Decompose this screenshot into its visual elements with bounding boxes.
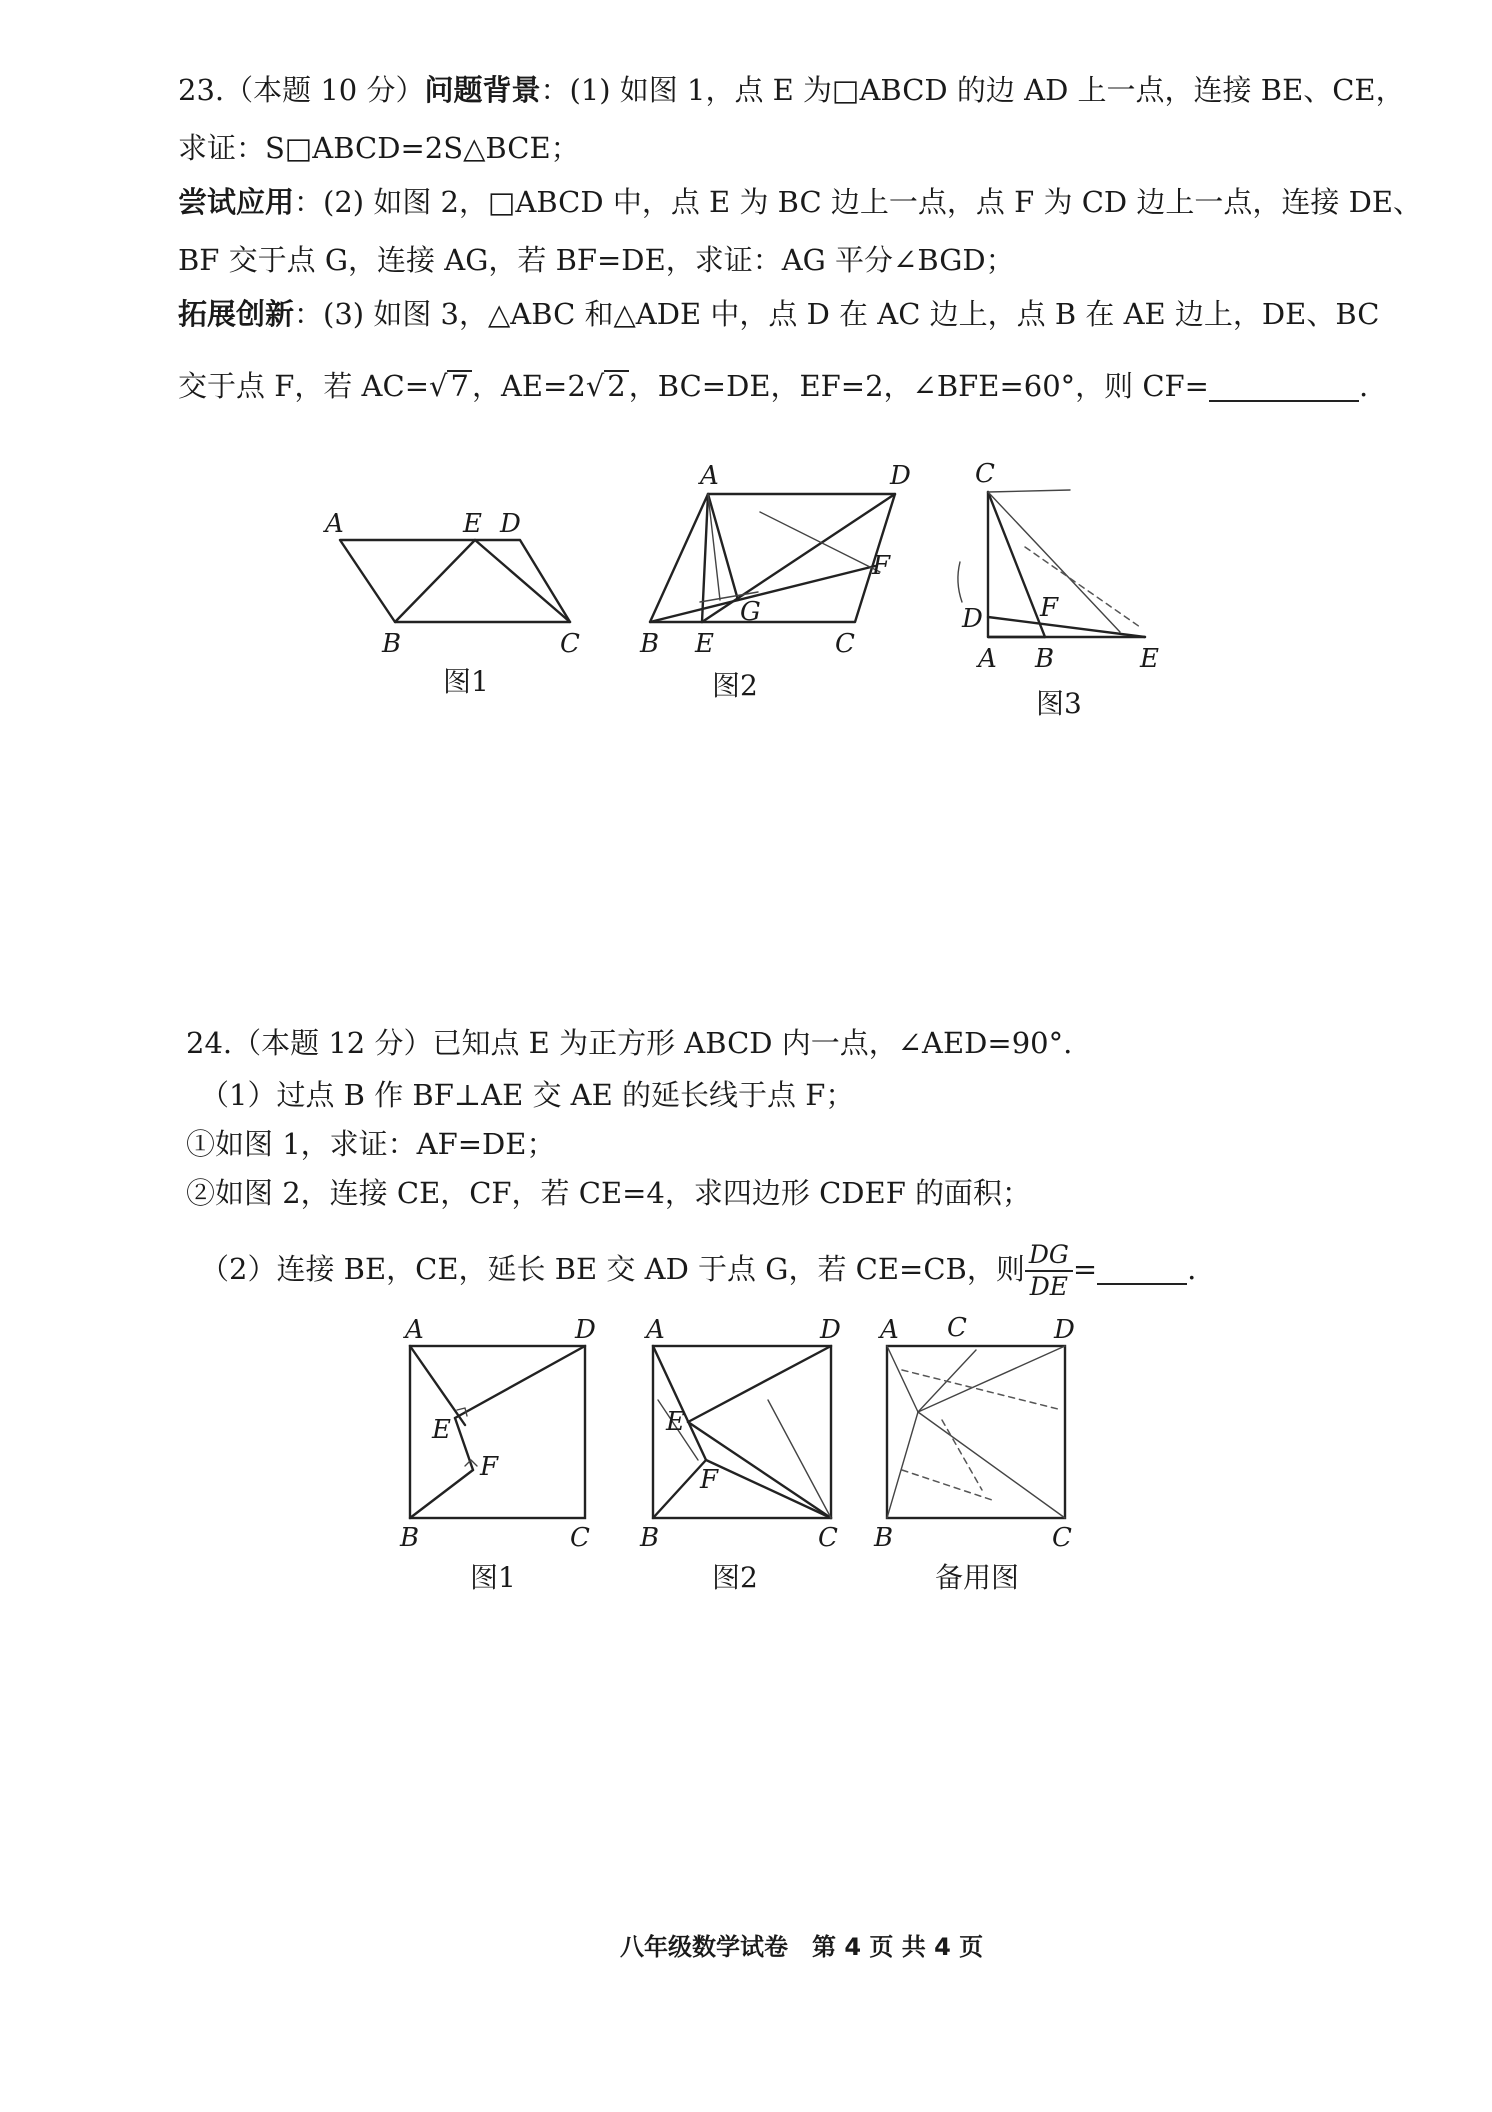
q24-f1-label-a: A [405,1315,424,1345]
q23-f1-label-b: B [382,629,402,659]
q23-background-label: 问题背景 [424,73,541,107]
q24-line-5: （2）连接 BE，CE，延长 BE 交 AD 于点 G，若 CE=CB，则 $\frac{DG}{DE}$ = . [200,1240,1197,1301]
q23-answer-blank [1209,370,1359,402]
q24-line-3: ①如图 1，求证：AF=DE； [186,1127,556,1161]
q23-f3-label-c: C [975,459,995,489]
q23-l6-end: . [1358,369,1369,403]
q23-f3-label-b: B [1035,644,1055,674]
q24-f3-label-d: D [1054,1315,1075,1345]
q23-line-3 [178,182,1422,222]
q23-figure-3 [940,452,1170,682]
q23-part1-text: ：(1) 如图 1，点 E 为□ABCD 的边 AD 上一点，连接 BE、CE， [540,73,1405,107]
q24-frac-den: DE [1029,1272,1068,1301]
q23-part3-text: ：(3) 如图 3，△ABC 和△ADE 中，点 D 在 AC 边上，点 B 在 AE 边上，DE、BC [294,297,1380,331]
q23-figure-1 [320,500,590,670]
q24-f3-label-b: B [874,1523,894,1553]
q23-line-6: 交于点 F，若 AC=√ 7 ，AE=2√ 2 ，BC=DE，EF=2，∠BFE=60°，则 CF= . [178,369,1369,403]
q23-line-2: 求证：S□ABCD=2S△BCE； [178,131,580,165]
q23-l6-b: ，AE=2 [471,369,586,403]
q24-line-1: 24.（本题 12 分）已知点 E 为正方形 ABCD 内一点，∠AED=90°. [186,1026,1073,1060]
q23-f2-label-b: B [640,629,660,659]
q23-f2-label-e: E [695,629,714,659]
q23-f1-label-a: A [325,509,344,539]
q23-line-5 [178,294,1379,334]
q23-sqrt-2: 2 [604,370,628,400]
q24-frac-num: DG [1025,1240,1073,1272]
q23-f3-label-a: A [978,644,997,674]
q24-l5-end: . [1187,1252,1197,1286]
q24-f2-label-e: E [666,1407,685,1437]
page-footer: 八年级数学试卷 第 4 页 共 4 页 [620,1933,984,1961]
q24-f2-label-f: F [700,1465,719,1495]
q23-try-label: 尝试应用 [178,185,295,219]
q24-fig2-caption: 图2 [712,1561,758,1594]
q24-f2-label-a: A [646,1315,665,1345]
q24-fraction [1025,1240,1073,1302]
q23-line-4: BF 交于点 G，连接 AG，若 BF=DE，求证：AG 平分∠BGD； [178,243,1015,277]
q23-f1-label-d: D [500,509,521,539]
q23-f3-label-d: D [962,604,983,634]
q24-f1-label-c: C [570,1523,590,1553]
q23-f3-label-f: F [1040,593,1059,623]
q23-f2-label-g: G [740,597,761,627]
q24-f2-label-c: C [818,1523,838,1553]
q23-f2-label-a: A [700,461,719,491]
q24-f2-label-d: D [820,1315,841,1345]
q23-fig3-caption: 图3 [1036,687,1082,720]
q23-f1-label-c: C [560,629,580,659]
q24-answer-blank [1097,1253,1187,1285]
q23-f2-label-d: D [890,461,911,491]
q24-f3-label-a: A [880,1315,899,1345]
q24-fig3-caption: 备用图 [935,1561,1020,1594]
q23-l6-c: ，BC=DE，EF=2，∠BFE=60°，则 CF= [628,369,1209,403]
q24-f1-label-f: F [480,1452,499,1482]
q24-figure-2 [638,1310,858,1553]
q23-f1-label-e: E [463,509,482,539]
q24-l5-a: （2）连接 BE，CE，延长 BE 交 AD 于点 G，若 CE=CB，则 [200,1252,1025,1286]
q24-f1-label-d: D [575,1315,596,1345]
q23-f3-label-e: E [1140,644,1159,674]
q24-f2-label-b: B [640,1523,660,1553]
q23-extend-label: 拓展创新 [178,297,295,331]
q23-part2-text: ：(2) 如图 2，□ABCD 中，点 E 为 BC 边上一点，点 F 为 CD 边上一点，连接 DE、 [294,185,1422,219]
q24-line-4: ②如图 2，连接 CE，CF，若 CE=4，求四边形 CDEF 的面积； [186,1176,1032,1210]
q23-l6-a: 交于点 F，若 AC= [178,369,429,403]
q24-figure-3 [872,1310,1092,1553]
q24-fig1-caption: 图1 [470,1561,516,1594]
q24-f1-label-b: B [400,1523,420,1553]
q23-sqrt-7: 7 [447,370,471,400]
q23-line-1 [178,70,1405,110]
q23-fig2-caption: 图2 [712,669,758,702]
q23-f2-label-c: C [835,629,855,659]
q24-f3-label-c-top: C [947,1313,967,1343]
q23-f2-label-f: F [872,551,891,581]
q23-head: 23.（本题 10 分） [178,73,425,107]
q23-fig1-caption: 图1 [443,665,489,698]
q24-line-2: （1）过点 B 作 BF⊥AE 交 AE 的延长线于点 F； [200,1078,855,1112]
q23-figure-2 [640,462,940,662]
q24-f1-label-e: E [432,1415,451,1445]
q24-figure-1 [395,1310,615,1553]
q24-f3-label-c: C [1052,1523,1072,1553]
